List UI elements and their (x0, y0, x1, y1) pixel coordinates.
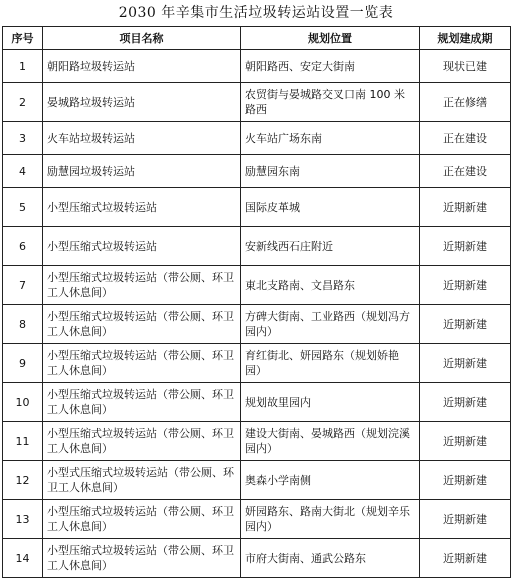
row-index: 14 (3, 539, 43, 578)
row-index: 6 (3, 227, 43, 266)
header-project-name: 项目名称 (43, 27, 241, 50)
row-project-name: 小型压缩式垃圾转运站（带公厕、环卫工人休息间） (43, 500, 241, 539)
row-completion-period: 近期新建 (420, 500, 511, 539)
header-index: 序号 (3, 27, 43, 50)
table-body (3, 50, 511, 578)
row-project-name: 小型压缩式垃圾转运站 (43, 227, 241, 266)
row-index: 7 (3, 266, 43, 305)
table-row (3, 50, 511, 83)
row-completion-period: 近期新建 (420, 383, 511, 422)
table-row (3, 461, 511, 500)
row-index: 4 (3, 155, 43, 188)
row-completion-period: 近期新建 (420, 344, 511, 383)
row-location: 奥森小学南侧 (241, 461, 420, 500)
row-location: 妍园路东、路南大街北（规划辛乐园内） (241, 500, 420, 539)
table-title: 2030 年辛集市生活垃圾转运站设置一览表 (118, 5, 394, 21)
row-completion-period: 正在修缮 (420, 83, 511, 122)
header-location: 规划位置 (241, 27, 420, 50)
row-location: 建设大街南、晏城路西（规划浣溪园内） (241, 422, 420, 461)
row-completion-period: 近期新建 (420, 305, 511, 344)
row-completion-period: 正在建设 (420, 155, 511, 188)
row-project-name: 小型压缩式垃圾转运站（带公厕、环卫工人休息间） (43, 344, 241, 383)
row-index: 3 (3, 122, 43, 155)
row-project-name: 小型压缩式垃圾转运站（带公厕、环卫工人休息间） (43, 305, 241, 344)
row-location: 育红街北、妍园路东（规划娇艳园） (241, 344, 420, 383)
row-location: 東北支路南、文昌路东 (241, 266, 420, 305)
row-completion-period: 正在建设 (420, 122, 511, 155)
row-project-name: 晏城路垃圾转运站 (43, 83, 241, 122)
row-completion-period: 近期新建 (420, 422, 511, 461)
table-row (3, 122, 511, 155)
table-row (3, 227, 511, 266)
row-location: 国际皮革城 (241, 188, 420, 227)
row-location: 火车站广场东南 (241, 122, 420, 155)
row-project-name: 小型压缩式垃圾转运站（带公厕、环卫工人休息间） (43, 266, 241, 305)
table-row (3, 155, 511, 188)
row-index: 9 (3, 344, 43, 383)
row-index: 5 (3, 188, 43, 227)
row-project-name: 小型式压缩式垃圾转运站（带公厕、环卫工人休息间） (43, 461, 241, 500)
row-location: 规划故里园内 (241, 383, 420, 422)
table-row (3, 500, 511, 539)
table-row (3, 266, 511, 305)
row-project-name: 小型压缩式垃圾转运站（带公厕、环卫工人休息间） (43, 539, 241, 578)
row-index: 11 (3, 422, 43, 461)
row-index: 12 (3, 461, 43, 500)
table-row (3, 422, 511, 461)
transfer-station-table (2, 26, 511, 578)
row-location: 农贸街与晏城路交叉口南 100 米路西 (241, 83, 420, 122)
row-completion-period: 近期新建 (420, 461, 511, 500)
row-completion-period: 近期新建 (420, 266, 511, 305)
row-project-name: 朝阳路垃圾转运站 (43, 50, 241, 83)
row-completion-period: 近期新建 (420, 539, 511, 578)
table-row (3, 383, 511, 422)
row-index: 13 (3, 500, 43, 539)
row-index: 1 (3, 50, 43, 83)
table-row (3, 305, 511, 344)
row-completion-period: 近期新建 (420, 227, 511, 266)
row-index: 10 (3, 383, 43, 422)
row-location: 朝阳路西、安定大街南 (241, 50, 420, 83)
row-completion-period: 近期新建 (420, 188, 511, 227)
table-row (3, 188, 511, 227)
table-row (3, 539, 511, 578)
table-row (3, 344, 511, 383)
header-row (3, 27, 511, 50)
row-completion-period: 现状已建 (420, 50, 511, 83)
row-location: 安新线西石庄附近 (241, 227, 420, 266)
row-project-name: 小型压缩式垃圾转运站（带公厕、环卫工人休息间） (43, 383, 241, 422)
row-index: 8 (3, 305, 43, 344)
row-location: 方碑大街南、工业路西（规划冯方园内） (241, 305, 420, 344)
table-row (3, 83, 511, 122)
row-location: 励慧园东南 (241, 155, 420, 188)
row-project-name: 火车站垃圾转运站 (43, 122, 241, 155)
row-project-name: 小型压缩式垃圾转运站（带公厕、环卫工人休息间） (43, 422, 241, 461)
row-project-name: 小型压缩式垃圾转运站 (43, 188, 241, 227)
header-completion-period: 规划建成期 (420, 27, 511, 50)
row-location: 市府大街南、通武公路东 (241, 539, 420, 578)
row-index: 2 (3, 83, 43, 122)
row-project-name: 励慧园垃圾转运站 (43, 155, 241, 188)
